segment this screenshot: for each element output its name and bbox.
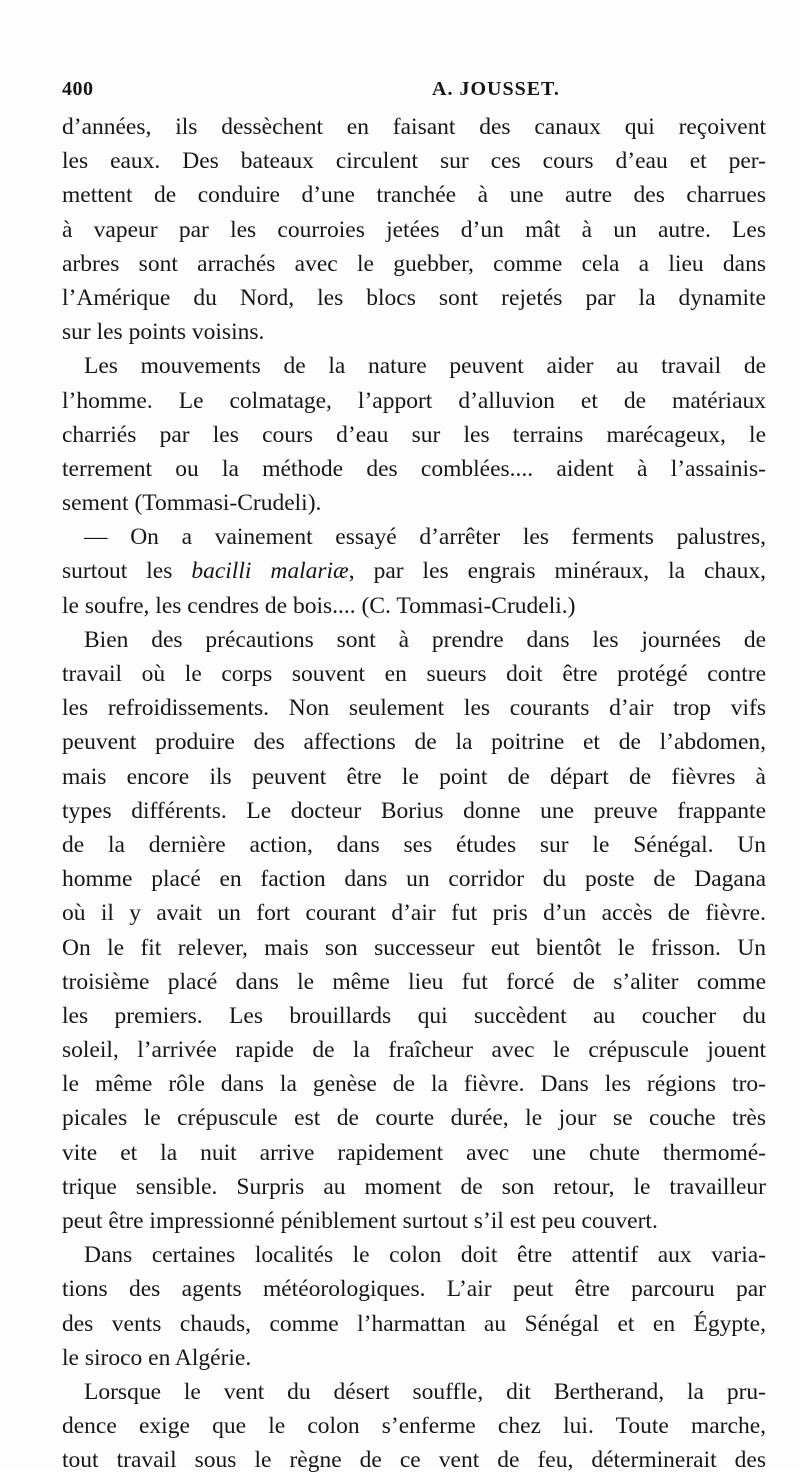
text-line: — On a vainement essayé d’arrêter les ferments palustres, (84, 524, 766, 551)
text-line: tions des agents météorologiques. L’air peut être parcouru par (62, 1276, 766, 1303)
text-line: sur les points voisins. (62, 319, 265, 346)
text-line: sement (Tommasi-Crudeli). (62, 490, 322, 517)
text-line: le soufre, les cendres de bois.... (C. Tommasi-Crudeli.) (62, 592, 576, 619)
paragraph (62, 110, 766, 349)
text-line: d’années, ils dessèchent en faisant des canaux qui reçoivent (62, 114, 766, 140)
text-line: l’Amérique du Nord, les blocs sont rejetés par la dynamite (62, 284, 766, 311)
text-line: vite et la nuit arrive rapidement avec une chute thermomé- (62, 1139, 766, 1166)
text-line: Bien des précautions sont à prendre dans les journées de (84, 626, 766, 653)
running-head: A. JOUSSET. (432, 78, 560, 100)
text-line: surtout les bacilli malariæ, par les engrais minéraux, la chaux, (62, 558, 766, 585)
text-line: de la dernière action, dans ses études sur le Sénégal. Un (62, 831, 766, 858)
text-line: homme placé en faction dans un corridor du poste de Dagana (62, 866, 766, 893)
paragraph (62, 349, 766, 520)
text-line: le même rôle dans la genèse de la fièvre. Dans les régions tro- (62, 1071, 766, 1098)
text-line: le siroco en Algérie. (62, 1344, 252, 1371)
text-line: les premiers. Les brouillards qui succèdent au coucher du (62, 1002, 766, 1029)
text-line: charriés par les cours d’eau sur les terrains marécageux, le (62, 421, 766, 448)
text-line: les eaux. Des bateaux circulent sur ces cours d’eau et per- (62, 148, 766, 175)
text-line: Lorsque le vent du désert souffle, dit Bertherand, la pru- (84, 1378, 766, 1405)
paragraph (62, 1375, 766, 1478)
paragraph (62, 1238, 766, 1375)
paragraph (62, 623, 766, 1238)
text-line: Dans certaines localités le colon doit être attentif aux varia- (84, 1242, 766, 1269)
text-line: trique sensible. Surpris au moment de son retour, le travailleur (62, 1173, 766, 1200)
text-line: peut être impressionné péniblement surtout s’il est peu couvert. (62, 1208, 658, 1234)
text-line: picales le crépuscule est de courte durée, le jour se couche très (62, 1105, 766, 1132)
text-line: tout travail sous le règne de ce vent de feu, déterminerait des (62, 1447, 766, 1474)
text-line: où il y avait un fort courant d’air fut pris d’un accès de fièvre. (62, 900, 766, 927)
paragraph (62, 520, 766, 623)
text-line: à vapeur par les courroies jetées d’un mât à un autre. Les (62, 216, 766, 243)
text-line: arbres sont arrachés avec le guebber, comme cela a lieu dans (62, 250, 766, 277)
page-number: 400 (62, 78, 94, 100)
text-line: On le fit relever, mais son successeur eut bientôt le frisson. Un (62, 934, 766, 961)
text-line: troisième placé dans le même lieu fut forcé de s’aliter comme (62, 968, 766, 995)
text-line: travail où le corps souvent en sueurs doit être protégé contre (62, 661, 766, 687)
text-line: des vents chauds, comme l’harmattan au Sénégal et en Égypte, (62, 1310, 766, 1337)
italic-term: bacilli malariæ (191, 558, 349, 585)
text-line: Les mouvements de la nature peuvent aider au travail de (84, 353, 766, 380)
text-line: types différents. Le docteur Borius donne une preuve frappante (62, 797, 766, 824)
page-header (62, 78, 766, 108)
text-line: soleil, l’arrivée rapide de la fraîcheur avec le crépuscule jouent (62, 1037, 766, 1064)
text-line: l’homme. Le colmatage, l’apport d’alluvion et de matériaux (62, 387, 766, 414)
text-line: mettent de conduire d’une tranchée à une autre des charrues (62, 182, 766, 209)
body-text (62, 110, 766, 1478)
text-line: les refroidissements. Non seulement les courants d’air trop vifs (62, 695, 766, 722)
text-line: dence exige que le colon s’enferme chez lui. Toute marche, (62, 1413, 766, 1440)
text-line: mais encore ils peuvent être le point de départ de fièvres à (62, 763, 766, 790)
text-line: peuvent produire des affections de la poitrine et de l’abdomen, (62, 729, 766, 756)
text-line: terrement ou la méthode des comblées.... aident à l’assainis- (62, 455, 766, 482)
